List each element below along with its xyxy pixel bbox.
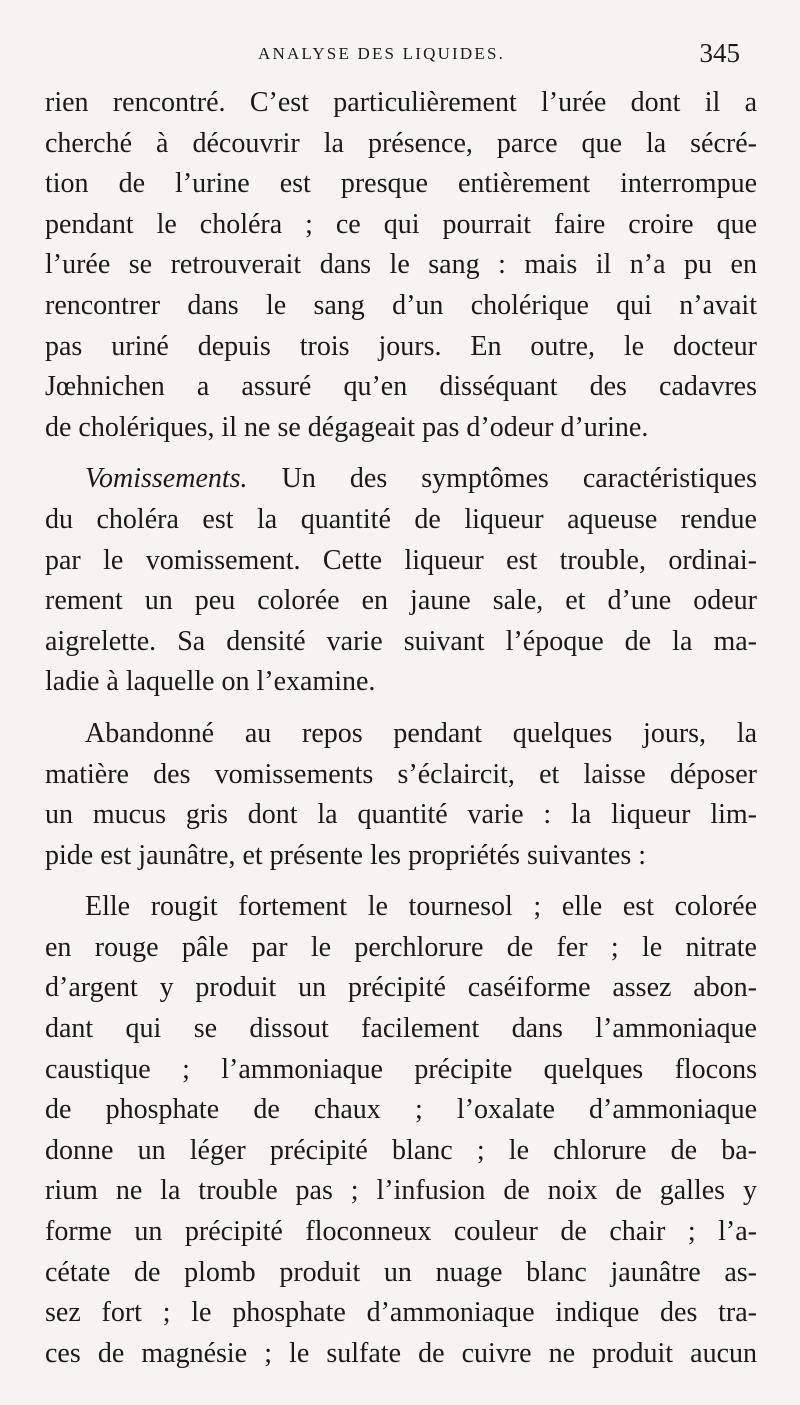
text-line: ces de magnésie ; le sulfate de cuivre ne produit aucun — [45, 1337, 757, 1369]
text-line: tion de l’urine est presque entièrement interrompue — [45, 168, 757, 200]
text-line: donne un léger précipité blanc ; le chlorure de ba- — [45, 1134, 757, 1166]
paragraph-gap — [45, 703, 757, 714]
text-line: un mucus gris dont la quantité varie : la liqueur lim- — [45, 799, 757, 831]
section-lead: Vomissements. — [85, 463, 248, 495]
text-line: rien rencontré. C’est particulièrement l’urée dont il a — [45, 87, 757, 118]
text-line: cherché à découvrir la présence, parce que la sécré- — [45, 127, 757, 159]
text-line: forme un précipité floconneux couleur de chair ; l’a- — [45, 1216, 757, 1248]
text-line: rium ne la trouble pas ; l’infusion de noix de galles y — [45, 1175, 757, 1207]
paragraph-2 — [45, 459, 757, 703]
text-line — [45, 459, 757, 500]
text-line: sez fort ; le phosphate d’ammoniaque indique des tra- — [45, 1297, 757, 1329]
text-line: d’argent y produit un précipité caséiforme assez abon- — [45, 972, 757, 1004]
text-line: Jœhnichen a assuré qu’en disséquant des cadavres — [45, 371, 757, 403]
text-line: en rouge pâle par le perchlorure de fer ; le nitrate — [45, 931, 757, 963]
running-title: ANALYSE DES LIQUIDES. — [258, 44, 506, 63]
text-line: matière des vomissements s’éclaircit, et laisse déposer — [45, 758, 757, 790]
text-line: Elle rougit fortement le tournesol ; elle est colorée — [85, 891, 757, 923]
paragraph-1 — [45, 83, 757, 448]
text-line: de cholériques, il ne se dégageait pas d’odeur d’urine. — [45, 411, 649, 443]
paragraph-4 — [45, 887, 757, 1374]
paragraph-3 — [45, 714, 757, 876]
text-line: dant qui se dissout facilement dans l’ammoniaque — [45, 1013, 757, 1045]
text-line: l’urée se retrouverait dans le sang : mais il n’a pu en — [45, 249, 757, 281]
text-line: pide est jaunâtre, et présente les propriétés suivantes : — [45, 839, 647, 871]
running-header — [0, 38, 800, 78]
text-line: du choléra est la quantité de liqueur aqueuse rendue — [45, 503, 757, 535]
page-number: 345 — [699, 38, 740, 68]
text-line: pas uriné depuis trois jours. En outre, le docteur — [45, 330, 757, 362]
text-line: ladie à laquelle on l’examine. — [45, 666, 376, 698]
text-line: rencontrer dans le sang d’un cholérique qui n’avait — [45, 289, 757, 321]
paragraph-gap — [45, 876, 757, 887]
paragraph-gap — [45, 448, 757, 459]
lead-line-rest: Un des symptômes caractéristiques — [281, 463, 758, 495]
text-line: pendant le choléra ; ce qui pourrait faire croire que — [45, 208, 757, 240]
text-line: de phosphate de chaux ; l’oxalate d’ammoniaque — [45, 1094, 757, 1126]
text-line: par le vomissement. Cette liqueur est trouble, ordinai- — [45, 544, 757, 576]
body-text — [45, 83, 757, 1374]
text-line: Abandonné au repos pendant quelques jours, la — [85, 717, 757, 749]
text-line: cétate de plomb produit un nuage blanc jaunâtre as- — [45, 1256, 757, 1288]
text-line: caustique ; l’ammoniaque précipite quelques flocons — [45, 1053, 757, 1085]
text-line: aigrelette. Sa densité varie suivant l’époque de la ma- — [45, 625, 757, 657]
text-line: rement un peu colorée en jaune sale, et d’une odeur — [45, 585, 757, 617]
